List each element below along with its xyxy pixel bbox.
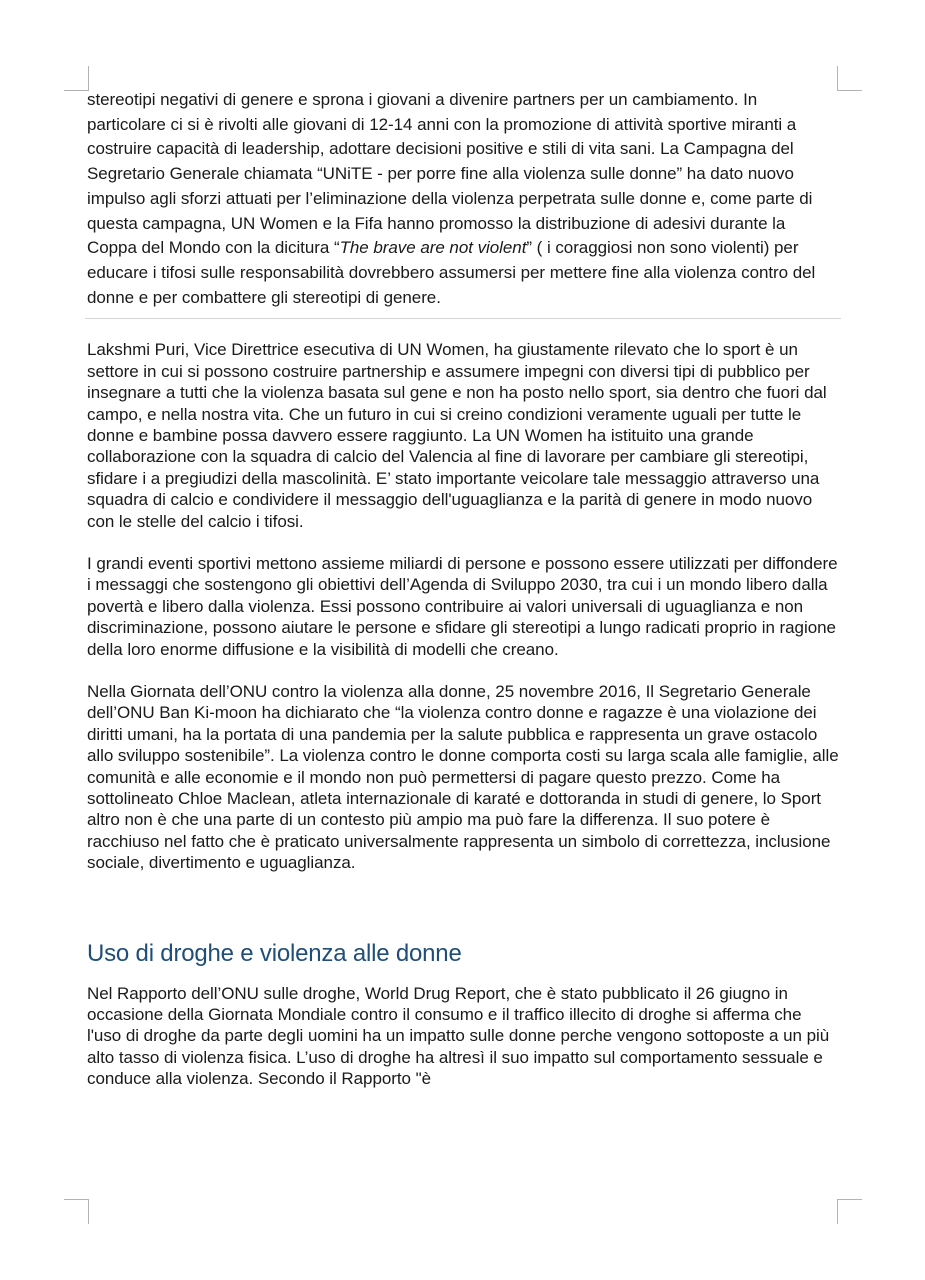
horizontal-rule <box>85 318 841 319</box>
paragraph-drug-report[interactable]: Nel Rapporto dell’ONU sulle droghe, World Drug Report, che è stato pubblicato il 26 giugno in occasione della Giornata Mondiale contro il consumo e il traffico illecito di droghe si afferma che l'uso di droghe da parte degli uomini ha un impatto sulle donne perche vengono sottoposte a un più alto tasso di violenza fisica. L’uso di droghe ha altresì il suo impatto sul comportamento sessuale e conduce alla violenza. Secondo il Rapporto "è <box>87 983 830 1089</box>
document-page[interactable] <box>87 88 839 1090</box>
section-heading[interactable]: Uso di droghe e violenza alle donne <box>87 939 462 967</box>
paragraph-unite-campaign[interactable] <box>87 88 839 310</box>
paragraph-text: stereotipi negativi di genere e sprona i giovani a divenire partners per un cambiamento. In particolare ci si è rivolti alle giovani di 12-14 anni con la promozione di attività sportive miranti a costruire capacità di leadership, adottare decisioni positive e stili di vita sani. La Campagna del Segretario Generale chiamata “UNiTE - per porre fine alla violenza sulle donne” ha dato nuovo impulso agli sforzi attuati per l’eliminazione della violenza perpetrata sulle donne e, come parte di questa campagna, UN Women e la Fifa hanno promosso la distribuzione di adesivi durante la Coppa del Mondo con la dicitura “ <box>87 90 813 258</box>
paragraph-lakshmi-puri[interactable]: Lakshmi Puri, Vice Direttrice esecutiva di UN Women, ha giustamente rilevato che lo sport è un settore in cui si possono costruire partnership e assumere impegni con diversi tipi di pubblico per insegnare a tutti che la violenza basata sul gene e non ha posto nello sport, sia dentro che fuori dal campo, e nella nostra vita. Che un futuro in cui si creino condizioni veramente uguali per tutte le donne e bambine possa davvero essere raggiunto. La UN Women ha istituito una grande collaborazione con la squadra di calcio del Valencia al fine di lavorare per cambiare gli stereotipi, sfidare i a pregiudizi della mascolinità. E’ stato importante veicolare tale messaggio attraverso una squadra di calcio e condividere il messaggio dell'uguaglianza e la parità di genere in modo nuovo con le stelle del calcio i tifosi. <box>87 340 827 531</box>
italic-slogan: The brave are not violent <box>339 238 527 258</box>
paragraph-onu-day[interactable]: Nella Giornata dell’ONU contro la violenza alla donne, 25 novembre 2016, Il Segretario Generale dell’ONU Ban Ki-moon ha dichiarato che “la violenza contro donne e ragazze è una violazione dei diritti umani, ha la portata di una pandemia per la salute pubblica e rappresenta un grave ostacolo allo sviluppo sostenibile”. La violenza contro le donne comporta costi su larga scala alle famiglie, alle comunità e alle economie e il mondo non può permettersi di pagare questo prezzo. Come ha sottolineato Chloe Maclean, atleta internazionale di karaté e dottoranda in studi di genere, lo Sport altro non è che una parte di un contesto più ampio ma può fare la differenza. Il suo potere è racchiuso nel fatto che è praticato universalmente rappresenta un simbolo di correttezza, inclusione sociale, divertimento e uguaglianza. <box>87 682 839 873</box>
paragraph-text: ” ( i coraggiosi non sono violenti) per educare i tifosi sulle responsabilità dovrebbero assumersi per mettere fine alla violenza contro del donne e per combattere gli stereotipi di genere. <box>87 238 816 307</box>
paragraph-sport-events[interactable]: I grandi eventi sportivi mettono assieme miliardi di persone e possono essere utilizzati per diffondere i messaggi che sostengono gli obiettivi dell’Agenda di Sviluppo 2030, tra cui i un mondo libero dalla povertà e libero dalla violenza. Essi possono contribuire ai valori universali di uguaglianza e non discriminazione, possono aiutare le persone e sfidare gli stereotipi a lungo radicati proprio in ragione della loro enorme diffusione e la visibilità di modelli che creano. <box>87 553 838 659</box>
page-corner-mark-bottom-left <box>64 1199 89 1224</box>
page-corner-mark-top-left <box>64 66 89 91</box>
page-corner-mark-top-right <box>837 66 862 91</box>
page-corner-mark-bottom-right <box>837 1199 862 1224</box>
